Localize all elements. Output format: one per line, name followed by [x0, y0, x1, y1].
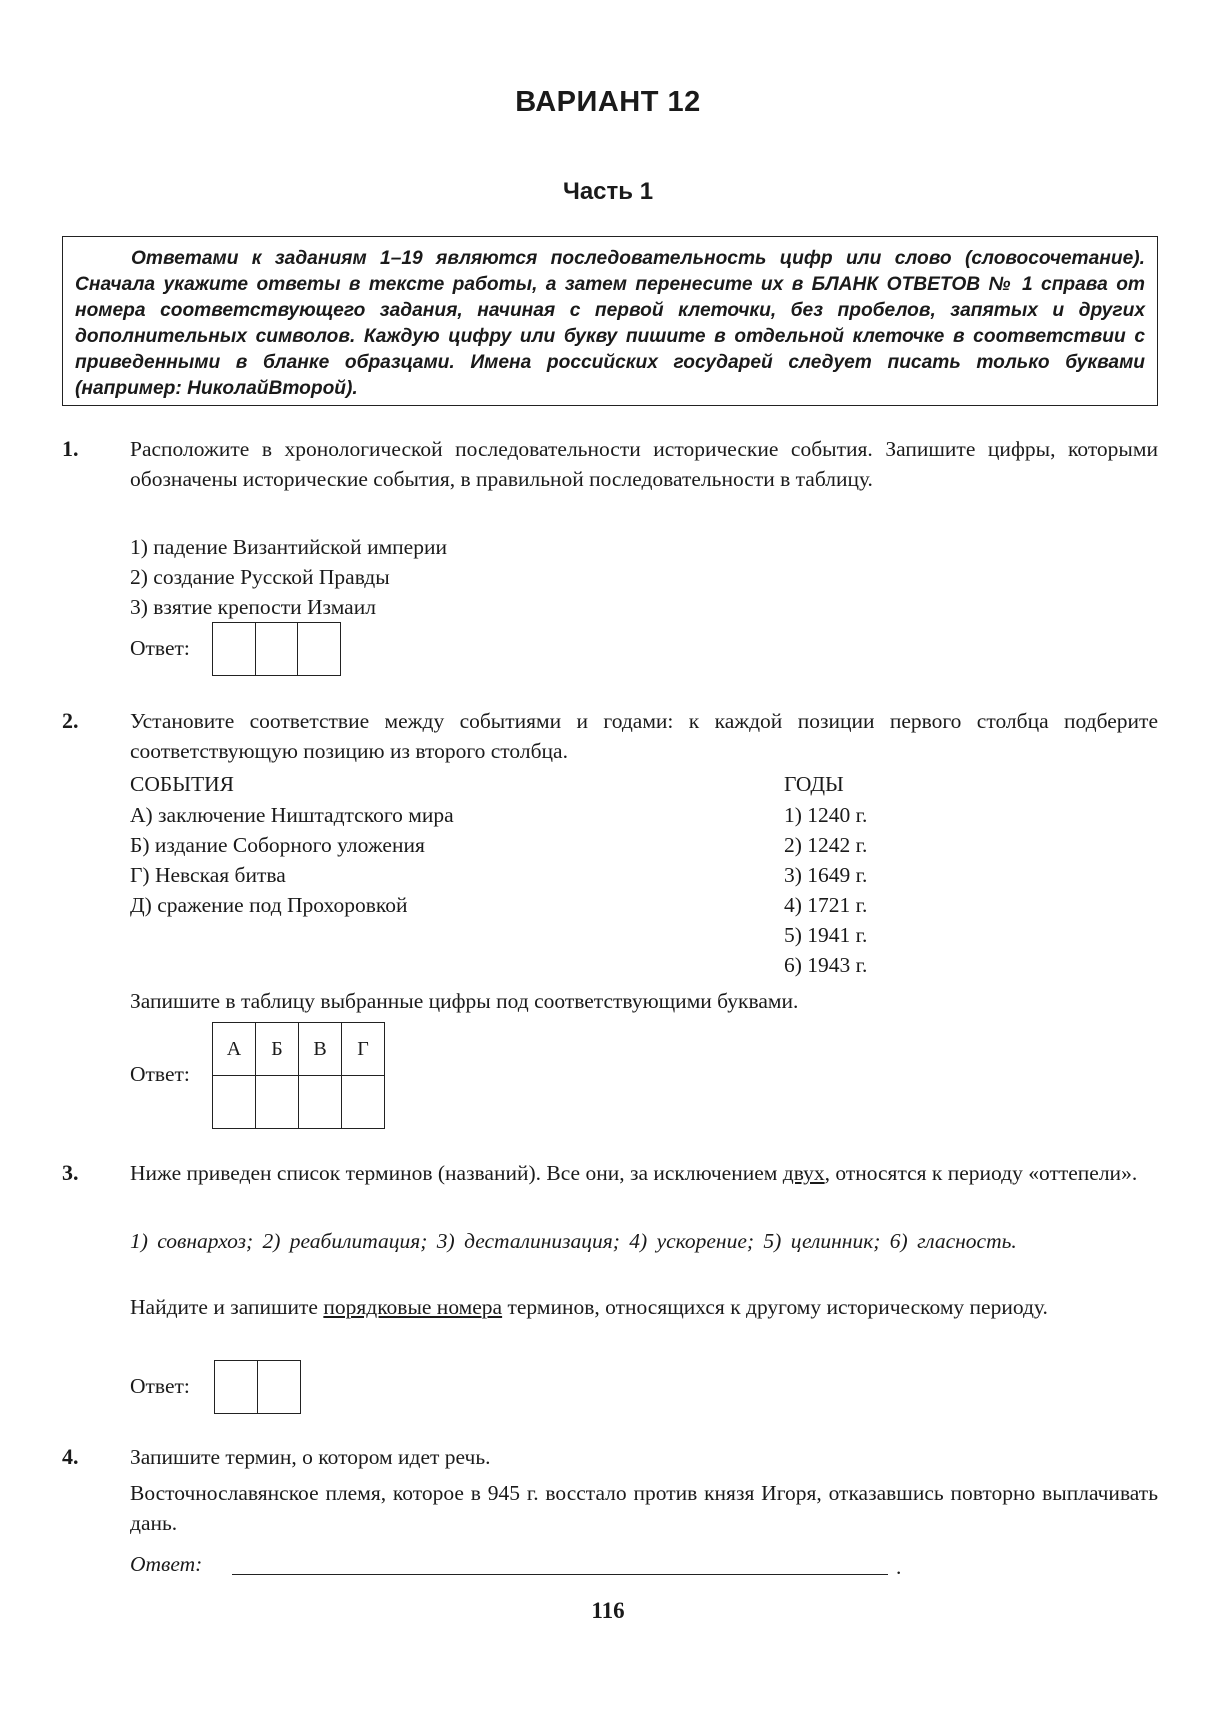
variant-title: ВАРИАНТ 12 — [515, 86, 701, 118]
table-letter: Б — [256, 1023, 299, 1076]
question-2-answer-table — [212, 1022, 385, 1129]
answer-cell[interactable] — [215, 1361, 257, 1413]
event-item: Г) Невская битва — [130, 863, 286, 887]
table-letter: А — [213, 1023, 256, 1076]
question-3-find — [130, 1292, 1158, 1322]
instructions-box: Ответами к заданиям 1–19 являются последовательность цифр или слово (словосочетание). Сначала укажите ответы в тексте работы, а затем перенесите их в БЛАНК ОТВЕТОВ № 1 справа от номера соответствующего задания, начиная с первой клеточки, без пробелов, запятых и других дополнительных символов. Каждую цифру или букву пишите в отдельной клеточке в соответствии с приведенными в бланке образцами. Имена российских государей следует писать только буквами (например: НиколайВторой). — [62, 236, 1158, 406]
answer-cell[interactable] — [256, 1076, 299, 1129]
question-4-description: Восточнославянское племя, которое в 945 г. восстало против князя Игоря, отказавшись повторно выплачивать дань. — [130, 1481, 1158, 1535]
answer-cell[interactable] — [213, 623, 255, 675]
question-3-text-before: Ниже приведен список терминов (названий). Все они, за исключением — [130, 1161, 783, 1185]
question-2-text: Установите соответствие между событиями и годами: к каждой позиции первого столбца подберите соответствующую позицию из второго столбца. — [130, 709, 1158, 763]
table-letter: В — [299, 1023, 342, 1076]
question-3-text-after: , относятся к периоду «оттепели». — [824, 1161, 1138, 1185]
question-1-item: 1) падение Византийской империи — [130, 535, 447, 559]
question-4-text: Запишите термин, о котором идет речь. — [130, 1445, 491, 1469]
year-item: 2) 1242 г. — [784, 833, 868, 857]
question-3-find-underlined: порядковые номера — [323, 1295, 503, 1319]
events-header: СОБЫТИЯ — [130, 772, 234, 796]
answer-cell[interactable] — [342, 1076, 385, 1129]
year-item: 6) 1943 г. — [784, 953, 868, 977]
year-item: 5) 1941 г. — [784, 923, 868, 947]
table-letter: Г — [342, 1023, 385, 1076]
event-item: А) заключение Ништадтского мира — [130, 803, 454, 827]
event-item: Д) сражение под Прохоровкой — [130, 893, 408, 917]
question-3-answer-boxes[interactable] — [214, 1360, 301, 1414]
question-1-number: 1. — [62, 436, 79, 461]
question-4-number: 4. — [62, 1444, 79, 1469]
question-1-answer-boxes[interactable] — [212, 622, 341, 676]
question-1-item: 2) создание Русской Правды — [130, 565, 390, 589]
answer-cell[interactable] — [299, 1076, 342, 1129]
question-1-answer-label: Ответ: — [130, 636, 190, 660]
answer-cell[interactable] — [213, 1076, 256, 1129]
years-header: ГОДЫ — [784, 772, 844, 796]
question-2-write-instruction: Запишите в таблицу выбранные цифры под соответствующими буквами. — [130, 989, 799, 1013]
answer-cell[interactable] — [255, 623, 297, 675]
year-item: 1) 1240 г. — [784, 803, 868, 827]
question-3-find-before: Найдите и запишите — [130, 1295, 324, 1319]
question-4-answer-line[interactable] — [232, 1574, 888, 1575]
year-item: 3) 1649 г. — [784, 863, 868, 887]
question-1-text: Расположите в хронологической последовательности исторические события. Запишите цифры, которыми обозначены исторические события, в правильной последовательности в таблицу. — [130, 437, 1158, 491]
answer-cell[interactable] — [257, 1361, 300, 1413]
question-4-answer-label: Ответ: — [130, 1552, 203, 1576]
question-3-underlined: двух — [782, 1161, 825, 1185]
question-3-number: 3. — [62, 1160, 79, 1185]
question-3-text — [130, 1158, 1158, 1188]
year-item: 4) 1721 г. — [784, 893, 868, 917]
question-3-answer-label: Ответ: — [130, 1374, 190, 1398]
question-1-item: 3) взятие крепости Измаил — [130, 595, 376, 619]
question-3-terms: 1) совнархоз; 2) реабилитация; 3) десталинизация; 4) ускорение; 5) целинник; 6) гласность. — [130, 1229, 1017, 1253]
question-4-answer-end: . — [896, 1555, 902, 1579]
question-2-answer-label: Ответ: — [130, 1062, 190, 1086]
part-title: Часть 1 — [562, 178, 654, 205]
page-number: 116 — [591, 1598, 625, 1623]
answer-cell[interactable] — [297, 623, 340, 675]
question-2-number: 2. — [62, 708, 79, 733]
question-3-find-after: терминов, относящихся к другому историческому периоду. — [502, 1295, 1048, 1319]
event-item: Б) издание Соборного уложения — [130, 833, 425, 857]
